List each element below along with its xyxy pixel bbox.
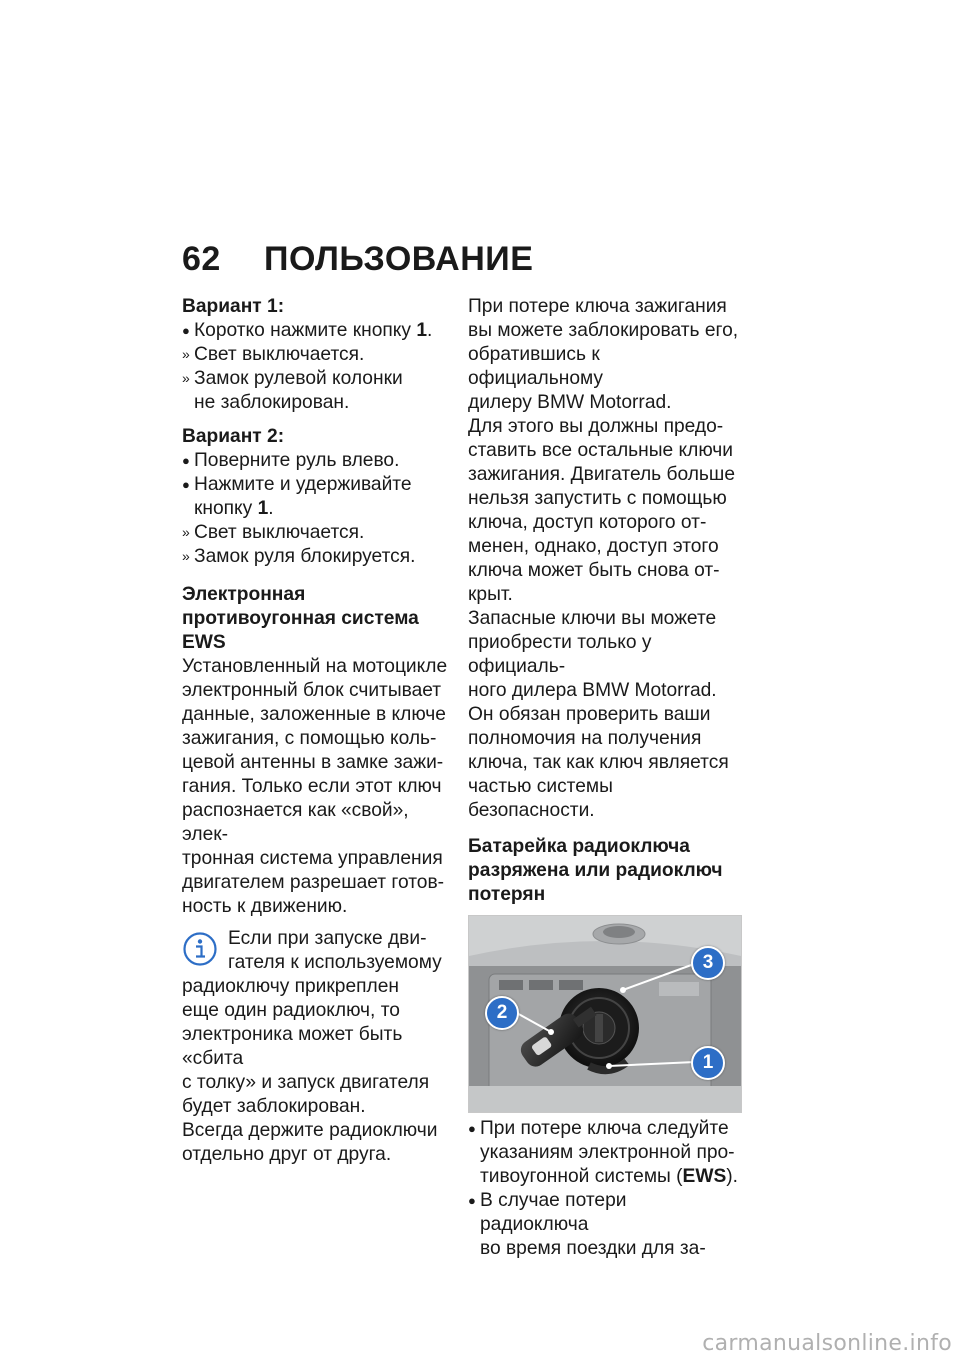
bullet-tail: ). <box>726 1166 738 1187</box>
body-line: цевой антенны в замке зажи- <box>182 752 444 773</box>
info-icon <box>182 931 218 967</box>
note-line: Всегда держите радиоключи <box>182 1120 438 1141</box>
heading-line: EWS <box>182 632 226 653</box>
page-number: 62 <box>182 240 221 278</box>
body-line: данные, заложенные в ключе <box>182 704 446 725</box>
note-line: с толку» и запуск двигателя <box>182 1072 430 1093</box>
variant2-step <box>182 449 454 473</box>
variant1-step <box>182 319 454 343</box>
right-column <box>468 295 740 1261</box>
step-tail: . <box>268 498 274 519</box>
body-line: Для этого вы должны предо- <box>468 416 724 437</box>
body-line: ность к движению. <box>182 896 348 917</box>
page-title: ПОЛЬЗОВАНИЕ <box>264 240 534 278</box>
note-line: еще один радиоключ, то <box>182 1000 400 1021</box>
heading-line: Электронная <box>182 584 306 605</box>
heading-line: противоугонная система <box>182 608 419 629</box>
ref-ews: EWS <box>682 1166 727 1187</box>
body-line: вы можете заблокировать его, <box>468 320 739 341</box>
body-line: крыт. <box>468 584 513 605</box>
key-loss-text <box>468 295 740 823</box>
body-line: Запасные ключи вы можете <box>468 608 717 629</box>
step-tail: . <box>427 320 433 341</box>
note-line: гателя к используемому <box>228 952 442 973</box>
callout-3: 3 <box>691 946 725 980</box>
result-arrow-icon: » <box>182 524 190 540</box>
variant2-step <box>182 473 454 521</box>
bullet-icon: ● <box>182 477 190 492</box>
result-text: Свет выключается. <box>194 522 365 543</box>
bullet-icon: ● <box>182 323 190 338</box>
note-line: электроника может быть «сбита <box>182 1024 403 1069</box>
body-line: ключа, так как ключ является <box>468 752 729 773</box>
heading-line: Батарейка радиоключа <box>468 836 690 857</box>
ews-heading <box>182 583 454 655</box>
body-line: зажигания, с помощью коль- <box>182 728 437 749</box>
step-text-cont: кнопку <box>194 498 258 519</box>
body-line: Он обязан проверить ваши <box>468 704 711 725</box>
result-text: Замок руля блокируется. <box>194 546 416 567</box>
ref-number: 1 <box>257 498 269 519</box>
note-line: Если при запуске дви- <box>228 928 427 949</box>
body-line: дилеру BMW Motorrad. <box>468 392 672 413</box>
step-text: Поверните руль влево. <box>194 450 400 471</box>
body-line: электронный блок считывает <box>182 680 442 701</box>
body-line: нельзя запустить с помощью <box>468 488 727 509</box>
variant2-result <box>182 521 454 545</box>
callout-2: 2 <box>485 996 519 1030</box>
body-line: тронная система управления <box>182 848 443 869</box>
result-text: Свет выключается. <box>194 344 365 365</box>
result-arrow-icon: » <box>182 548 190 564</box>
body-line: полномочия на получения <box>468 728 702 749</box>
ews-body <box>182 655 454 919</box>
battery-bullet <box>468 1117 740 1189</box>
body-line: распознается как «свой», элек- <box>182 800 409 845</box>
ignition-lock-figure <box>468 915 742 1113</box>
result-text: Замок рулевой колонки <box>194 368 403 389</box>
variant2-result <box>182 545 454 569</box>
callout-1: 1 <box>691 1046 725 1080</box>
heading-line: потерян <box>468 884 546 905</box>
body-line: частью системы безопасности. <box>468 776 613 821</box>
bullet-text: При потере ключа следуйте <box>480 1118 729 1139</box>
bullet-text: во время поездки для за- <box>480 1238 706 1259</box>
body-line: зажигания. Двигатель больше <box>468 464 735 485</box>
variant1-heading: Вариант 1: <box>182 296 285 317</box>
battery-bullet <box>468 1189 740 1261</box>
body-line: ключа, доступ которого от- <box>468 512 707 533</box>
body-line: ного дилера BMW Motorrad. <box>468 680 717 701</box>
body-line: При потере ключа зажигания <box>468 296 727 317</box>
body-line: гания. Только если этот ключ <box>182 776 442 797</box>
ref-number: 1 <box>416 320 428 341</box>
watermark: carmanualsonline.info <box>702 1331 952 1356</box>
body-line: ставить все остальные ключи <box>468 440 734 461</box>
left-column <box>182 295 454 1167</box>
bullet-text: указаниям электронной про- <box>480 1142 735 1163</box>
bullet-text: В случае потери радиоключа <box>480 1190 627 1235</box>
bullet-text: тивоугонной системы ( <box>480 1166 683 1187</box>
variant1-result <box>182 367 454 415</box>
battery-heading <box>468 835 740 907</box>
bullet-icon: ● <box>468 1121 476 1136</box>
note-line: будет заблокирован. <box>182 1096 366 1117</box>
bullet-icon: ● <box>182 453 190 468</box>
body-line: приобрести только у официаль- <box>468 632 652 677</box>
step-text: Коротко нажмите кнопку <box>194 320 417 341</box>
result-text-cont: не заблокирован. <box>194 392 350 413</box>
body-line: Установленный на мотоцикле <box>182 656 448 677</box>
result-arrow-icon: » <box>182 346 190 362</box>
body-line: двигателем разрешает готов- <box>182 872 445 893</box>
step-text: Нажмите и удерживайте <box>194 474 412 495</box>
note-line: радиоключу прикреплен <box>182 976 399 997</box>
info-note <box>182 927 454 1167</box>
body-line: менен, однако, доступ этого <box>468 536 719 557</box>
heading-line: разряжена или радиоключ <box>468 860 723 881</box>
page-header <box>182 240 533 279</box>
bullet-icon: ● <box>468 1193 476 1208</box>
variant2-heading: Вариант 2: <box>182 426 285 447</box>
result-arrow-icon: » <box>182 370 190 386</box>
note-line: отдельно друг от друга. <box>182 1144 392 1165</box>
body-line: обратившись к официальному <box>468 344 604 389</box>
body-line: ключа может быть снова от- <box>468 560 720 581</box>
variant1-result <box>182 343 454 367</box>
